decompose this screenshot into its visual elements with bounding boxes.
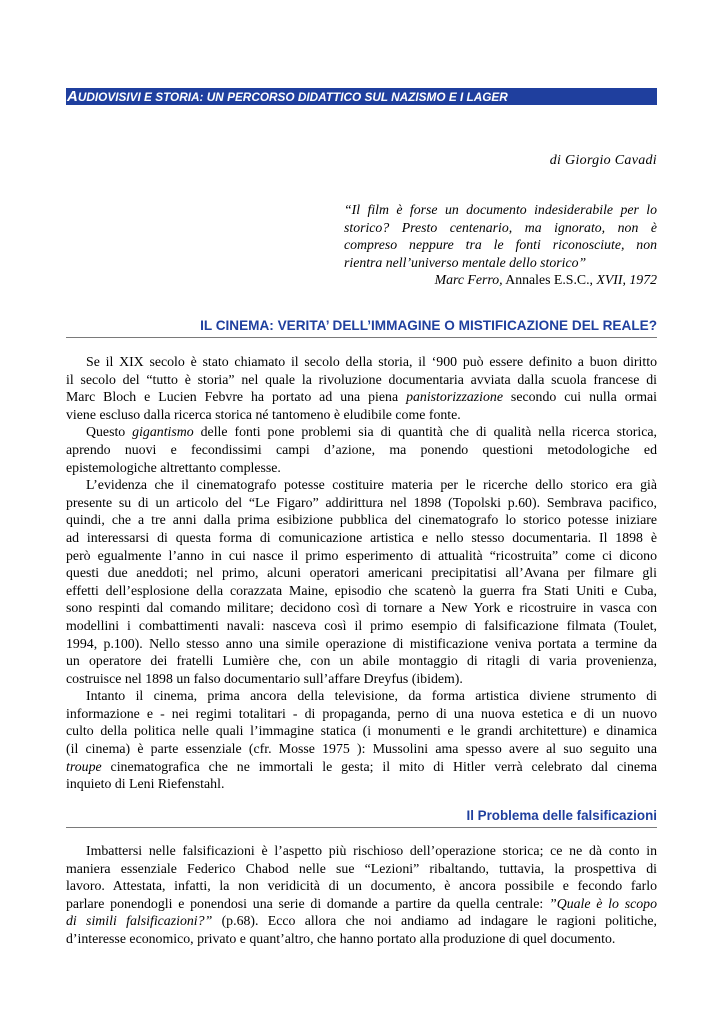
- text-line: parlare ponendogli e ponendosi una serie di domande a partire da quella centrale: ”Quale è lo scopo: [66, 895, 658, 911]
- banner-initial: A: [67, 88, 78, 105]
- text-line: inquieto di Leni Riefenstahl.: [66, 776, 225, 792]
- emphasis: panistorizzazione: [406, 389, 503, 405]
- title-banner: [66, 88, 657, 105]
- text-line: Imbattersi nelle falsificazioni è l’aspetto più rischioso dell’operazione storica; ce ne dà conto in: [86, 843, 657, 858]
- banner-title: UDIOVISIVI E STORIA: UN PERCORSO DIDATTICO SUL NAZISMO E I LAGER: [77, 90, 508, 104]
- text-line: un operatore dei fratelli Lumière che, con un abile montaggio di ritagli di varia provenienza,: [66, 653, 657, 669]
- emphasis: ”Quale è lo scopo: [549, 895, 658, 911]
- text-line: informazione e - nei regimi totalitari - di propaganda, perno di una nuova estetica e di un nuovo: [66, 705, 657, 721]
- text-line: quindi, che a tre anni dalla prima esibizione pubblica del cinematografo lo storico potesse iniziare: [66, 512, 657, 528]
- quote-line: storico? Presto centenario, ma ignorato, non è: [344, 219, 657, 235]
- text-line: però egualmente l’anno in cui nasce il primo esperimento di attualità “ricostruita” come ci dicono: [66, 547, 657, 563]
- section-heading-cinema: IL CINEMA: VERITA’ DELL’IMMAGINE O MISTIFICAZIONE DEL REALE?: [66, 318, 657, 338]
- quote-line: compreso neppure tra le fonti riconosciute, non: [344, 237, 657, 253]
- text-line: L’evidenza che il cinematografo potesse costituire materia per le ricerche dello storico era già: [86, 477, 657, 493]
- text-line: viene escluso dalla ricerca storica né tantomeno è eludibile come fonte.: [66, 406, 461, 422]
- quote-line: rientra nell’universo mentale dello storico”: [344, 254, 587, 270]
- section-cinema-body: [66, 353, 657, 793]
- text-line: di simili falsificazioni?” (p.68). Ecco allora che noi andiamo ad indagare le ragioni politiche,: [66, 913, 657, 929]
- text-line: Questo gigantismo delle fonti pone problemi sia di quantità che di qualità nella ricerca storica,: [86, 424, 658, 440]
- text-line: Intanto il cinema, prima ancora della televisione, da forma artistica diviene strumento di: [86, 688, 657, 704]
- text-line: troupe cinematografica che ne immortali le gesta; il mito di Hitler verrà celebrato dal cinema: [66, 758, 657, 774]
- text-line: presente su di un articolo del “Le Figaro” addirittura nel 1898 (Topolski p.60). Sembrava pacifico,: [66, 494, 657, 510]
- source-journal: Annales E.S.C.,: [502, 272, 593, 288]
- text-line: ad interessarsi di questa forma di comunicazione artistica e nello stesso documentaria. Il 1898 è: [66, 529, 657, 545]
- text-line: effetti dell’esplosione della corazzata Maine, episodio che scatenò la guerra fra Stati Uniti e Cuba,: [66, 582, 657, 598]
- section-falsificazioni-body: [66, 842, 657, 948]
- source-author: Marc Ferro,: [434, 272, 503, 288]
- text-line: epistemologiche altrettanto complesse.: [66, 459, 281, 475]
- text-line: culto della politica nelle quali l’immagine statica (i monumenti e le grandi architetture) e dinamica: [66, 723, 657, 739]
- text-line: il secolo del “tutto è storia” nel quale la rivoluzione documentaria avviata dalla scuola francese di: [66, 371, 657, 387]
- emphasis: gigantismo: [132, 424, 194, 440]
- quote-source: [344, 271, 657, 289]
- section-heading-falsificazioni: Il Problema delle falsificazioni: [66, 808, 657, 828]
- text-line: (il cinema) è parte essenziale (cfr. Mosse 1975 ): Mussolini ama spesso avere al suo seguito una: [66, 741, 657, 757]
- emphasis: troupe: [66, 758, 102, 774]
- quote-line: “Il film è forse un documento indesiderabile per lo: [344, 202, 657, 217]
- text-line: modellini i combattimenti navali: nasceva così il primo esempio di falsificazione filmata (Toulet,: [66, 617, 657, 633]
- text-line: lavoro. Attestata, infatti, la non veridicità di un documento, è ancora possibile e fecondo farlo: [66, 878, 657, 894]
- source-volume: XVII, 1972: [593, 272, 657, 288]
- emphasis: di simili falsificazioni?”: [66, 913, 213, 929]
- text-line: Marc Bloch e Lucien Febvre ha portato ad una piena panistorizzazione secondo cui nulla ormai: [66, 389, 658, 405]
- text-line: aprendo nuovi e fecondissimi campi d’azione, ma ponendo questioni metodologiche ed: [66, 441, 657, 457]
- author-line: di Giorgio Cavadi: [549, 153, 657, 168]
- text-line: costruisce nel 1898 un falso documentario sull’affare Dreyfus (ibidem).: [66, 670, 463, 686]
- text-line: 1994, p.100). Nello stesso anno una simile operazione di mistificazione veniva portata a termine da: [66, 635, 657, 651]
- text-line: sono respinti dal comando militare; decidono così di tornare a New York e ricostruire in vasca con: [66, 600, 657, 616]
- epigraph-quote: [344, 201, 657, 289]
- text-line: d’interesse economico, privato e quant’altro, che hanno portato alla produzione di quel documento.: [66, 930, 616, 946]
- text-line: questi due aneddoti; nel primo, alcuni operatori americani precipitatisi all’Avana per filmare gli: [66, 565, 657, 581]
- text-line: maniera essenziale Federico Chabod nelle sue “Lezioni” ribaltando, tuttavia, la prospettiva di: [66, 860, 657, 876]
- text-line: Se il XIX secolo è stato chiamato il secolo della storia, il ‘900 può essere definito a buon diritto: [86, 354, 657, 369]
